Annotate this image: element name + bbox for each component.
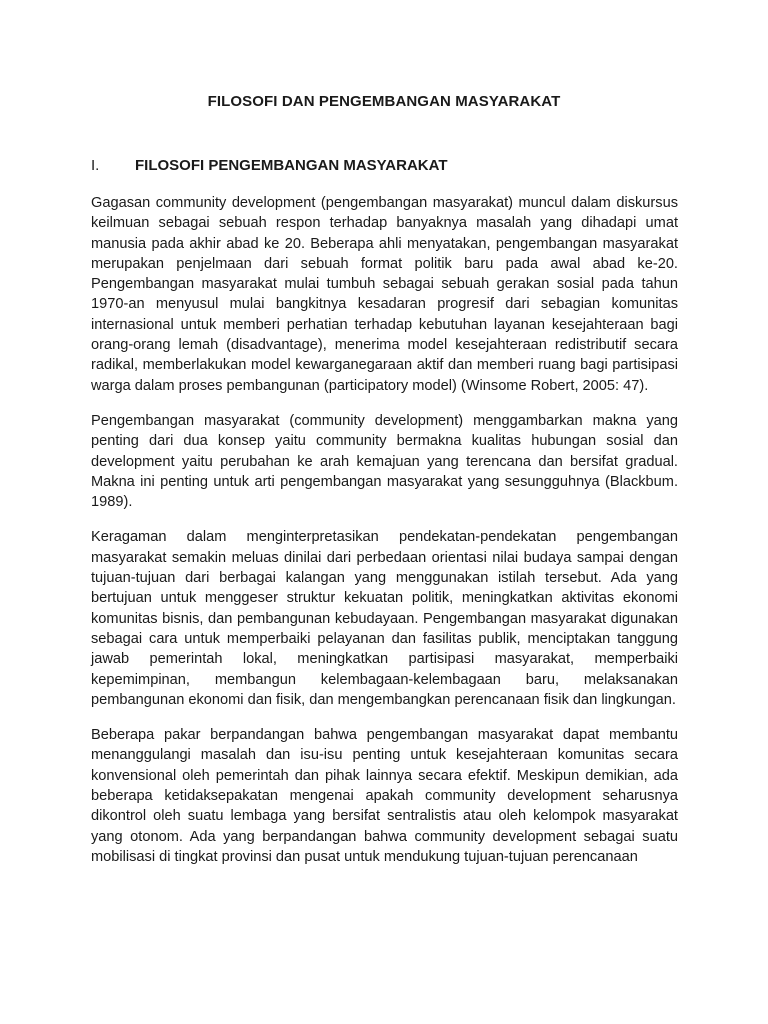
paragraph-4: Beberapa pakar berpandangan bahwa pengembangan masyarakat dapat membantu menanggulangi masalah dan isu-isu penting untuk kesejahteraan komunitas secara konvensional oleh pemerintah dan pihak lainnya secara efektif. Meskipun demikian, ada beberapa ketidaksepakatan mengenai apakah community development seharusnya dikontrol oleh suatu lembaga yang bersifat sentralistis atau oleh kelompok masyarakat yang otonom. Ada yang berpandangan bahwa community development sebagai suatu mobilisasi di tingkat provinsi dan pusat untuk mendukung tujuan-tujuan perencanaan [91,727,678,865]
paragraph-3: Keragaman dalam menginterpretasikan pendekatan-pendekatan pengembangan masyarakat semakin meluas dinilai dari perbedaan orientasi nilai budaya sampai dengan tujuan-tujuan dari berbagai kalangan yang menggunakan istilah tersebut. Ada yang bertujuan untuk menggeser struktur kekuatan politik, meningkatkan aktivitas ekonomi komunitas bisnis, dan pembangunan kebudayaan. Pengembangan masyarakat digunakan sebagai cara untuk memperbaiki pelayanan dan fasilitas publik, menciptakan tanggung jawab pemerintah lokal, meningkatkan partisipasi masyarakat, memperbaiki kepemimpinan, membangun kelembagaan-kelembagaan baru, melaksanakan pembangunan ekonomi dan fisik, dan mengembangkan perencanaan fisik dan lingkungan. [91,529,678,708]
document-title: FILOSOFI DAN PENGEMBANGAN MASYARAKAT [207,93,561,110]
section-heading [91,157,448,174]
paragraph-2: Pengembangan masyarakat (community development) menggambarkan makna yang penting dari dua konsep yaitu community bermakna kualitas hubungan sosial dan development yaitu perubahan ke arah kemajuan yang terencana dan bersifat gradual. Makna ini penting untuk arti pengembangan masyarakat yang sesungguhnya (Blackbum. 1989). [91,412,678,511]
body-text [91,193,678,882]
section-title: FILOSOFI PENGEMBANGAN MASYARAKAT [135,157,448,174]
section-number: I. [91,157,100,174]
paragraph-1: Gagasan community development (pengembangan masyarakat) muncul dalam diskursus keilmuan sebagai sebuah respon terhadap banyaknya masalah yang dihadapi umat manusia pada akhir abad ke 20. Beberapa ahli menyatakan, pengembangan masyarakat merupakan penjelmaan dari sebuah format politik baru pada awal abad ke-20. Pengembangan masyarakat mulai tumbuh sebagai sebuah gerakan sosial pada tahun 1970-an menyusul mulai bangkitnya kesadaran progresif dari sebagian komunitas internasional untuk memberi perhatian terhadap kebutuhan layanan kesejahteraan bagi orang-orang lemah (disadvantage), menerima model kesejahteraan redistributif secara radikal, memberlakukan model kewarganegaraan aktif dan memberi ruang bagi partisipasi warga dalam proses pembangunan (participatory model) (Winsome Robert, 2005: 47). [91,195,678,394]
